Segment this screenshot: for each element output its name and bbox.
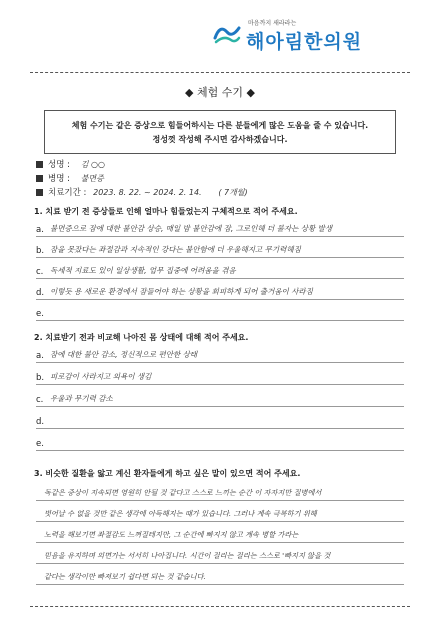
q3-line [36, 503, 404, 522]
answer-text: 잠을 못잤다는 좌절감과 지속적인 강다는 불안함에 더 우울해지고 무기력해짐 [50, 245, 301, 254]
answer-letter: c. [36, 267, 44, 277]
answer-text: 우울과 무기력 감소 [50, 394, 113, 403]
q1-answer-e [36, 306, 404, 321]
answer-letter: a. [36, 351, 44, 361]
answer-text: 불면증으로 잠에 대한 불안감 상승, 매일 밤 불안감에 잠, 그로인해 더 불자는 상황 발생 [50, 224, 333, 233]
answer-letter: b. [36, 373, 45, 383]
disease-value: 불면증 [80, 174, 104, 183]
answer-letter: e. [36, 309, 44, 319]
name-value: 김 ○○ [80, 160, 105, 169]
question-2: 2. 치료받기 전과 비교해 나아진 몸 상태에 대해 적어 주세요. [34, 333, 249, 342]
q2-answer-a [36, 348, 404, 363]
q3-line-text: 믿음을 유지하며 의면가는 서서히 나아집니다. 시간이 걸리는 걸리는 스스로 '빠지지 않을 것 [44, 551, 331, 560]
q1-answer-d [36, 285, 404, 300]
notice-line-2: 정성껏 작성해 주시면 감사하겠습니다. [152, 135, 288, 144]
q1-answer-b [36, 243, 404, 258]
q3-line [36, 545, 404, 564]
square-bullet-icon [36, 175, 43, 182]
q1-answer-c [36, 264, 404, 279]
disease-row [36, 172, 104, 184]
header-divider [30, 72, 410, 73]
wave-logo-icon [212, 22, 242, 46]
months-value: ( 7개월) [218, 188, 248, 197]
question-1: 1. 치료 받기 전 증상들로 인해 얼마나 힘들었는지 구체적으로 적어 주세요. [34, 207, 298, 216]
answer-letter: c. [36, 395, 44, 405]
q3-line-text: 같다는 생각이만 빠져보기 쉽다면 되는 것 같습니다. [44, 572, 206, 581]
q3-line [36, 482, 404, 501]
q3-line-text: 독같은 증상이 지속되면 영원히 안될 것 같다고 스스로 느끼는 순간 이 자자지만 질병에서 [44, 488, 322, 497]
notice-box [44, 110, 396, 154]
q3-line [36, 524, 404, 543]
answer-text: 피로감이 사라지고 의욕이 생김 [50, 372, 152, 381]
answer-letter: a. [36, 225, 44, 235]
logo-slogan: 마음까지 새라라는 [248, 20, 297, 27]
answer-text: 잠에 대한 불안 감소, 정신적으로 편안한 상태 [50, 350, 198, 359]
square-bullet-icon [36, 161, 43, 168]
answer-text: 독세적 지료도 있이 일상생활, 업무 집중에 어려움을 겪음 [50, 266, 236, 275]
period-row [36, 186, 248, 198]
period-value: 2023. 8. 22. ~ 2024. 2. 14. [93, 188, 202, 197]
q1-answer-a [36, 222, 404, 237]
answer-letter: b. [36, 246, 45, 256]
q2-answer-c [36, 392, 404, 407]
notice-line-1: 체험 수기는 같은 증상으로 힘들어하시는 다른 분들에게 많은 도움을 줄 수 있습니다. [71, 121, 369, 130]
question-3: 3. 비슷한 질환을 앓고 계신 환자들에게 하고 싶은 말이 있으면 적어 주세요. [34, 469, 301, 478]
footer-divider [30, 606, 410, 607]
answer-text: 이렇듯 용 새로운 환경에서 잠들어야 하는 상황을 회피하게 되어 출거움이 사라짐 [50, 287, 313, 296]
q3-line [36, 566, 404, 585]
name-row [36, 158, 105, 170]
q2-answer-e [36, 436, 404, 451]
clinic-name: 해아림한의원 [246, 31, 363, 53]
disease-label: 병명 : [48, 174, 70, 184]
q3-line-text: 노력을 해보기면 좌절감도 느껴질테지만, 그 순간에 빠지지 않고 계속 병할 가라는 [44, 530, 299, 539]
answer-letter: e. [36, 439, 44, 449]
q3-line-text: 벗어날 수 없을 것만 같은 생각에 아득해지는 때가 있습니다. 그러나 계속 극복하기 위해 [44, 509, 317, 518]
answer-letter: d. [36, 288, 45, 298]
q2-answer-b [36, 370, 404, 385]
period-label: 치료기간 : [48, 188, 87, 198]
clinic-logo [212, 12, 412, 56]
answer-letter: d. [36, 417, 45, 427]
q2-answer-d [36, 414, 404, 429]
square-bullet-icon [36, 189, 43, 196]
page-title: ◆ 체험 수기 ◆ [185, 86, 255, 99]
name-label: 성명 : [48, 160, 70, 170]
